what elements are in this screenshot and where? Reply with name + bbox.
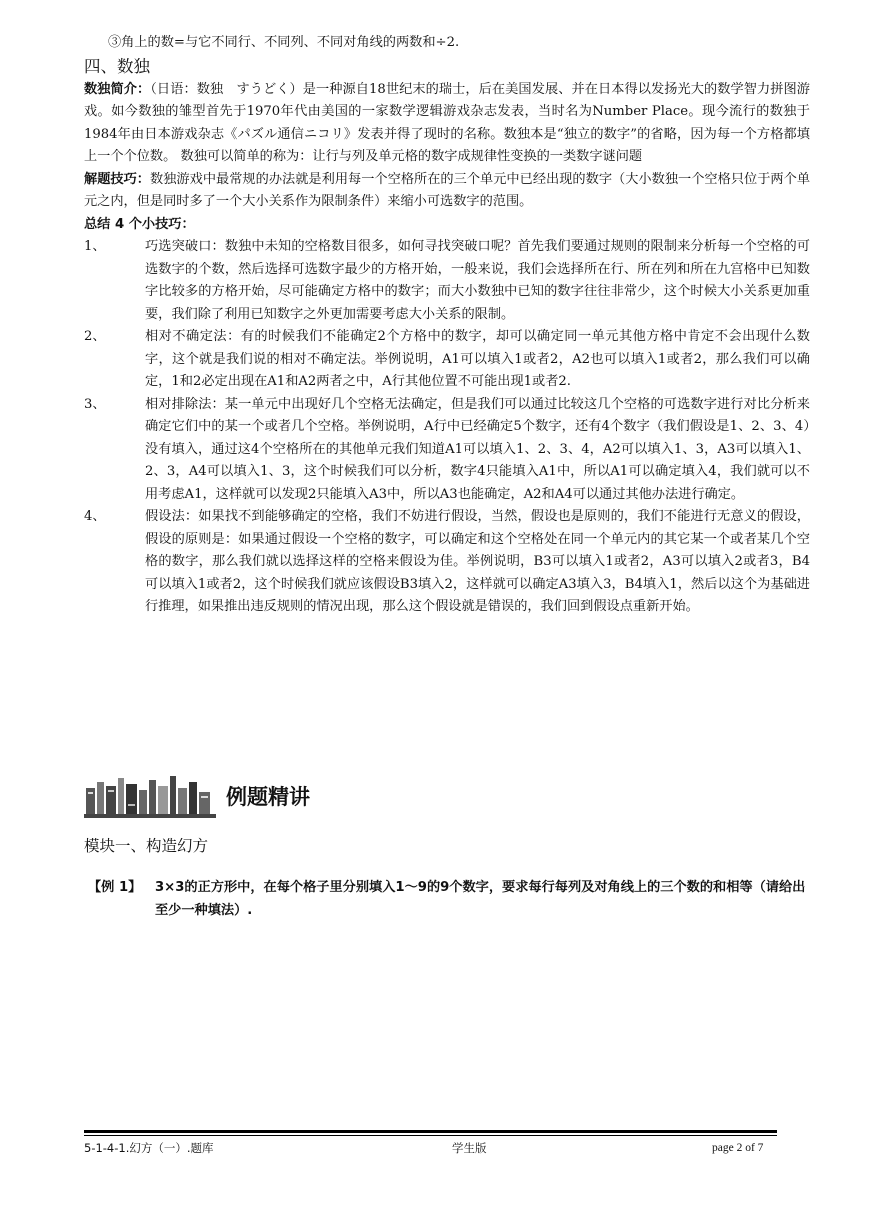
footer-doc-name: 5-1-4-1.幻方（一）.题库	[84, 1141, 214, 1155]
tip-text: 相对不确定法：有的时候我们不能确定2个方格中的数字，却可以确定同一单元其他方格中肯定不会出现什么数字，这个就是我们说的相对不确定法。举例说明，A1可以填入1或者2，A2也可以填入1或者2，那么我们可以确定，1和2必定出现在A1和A2两者之中，A行其他位置不可能出现1或者2.	[145, 329, 810, 389]
solving-tips-text: 数独游戏中最常规的办法就是利用每一个空格所在的三个单元中已经出现的数字（大小数独一个空格只位于两个单元之内，但是同时多了一个大小关系作为限制条件）来缩小可选数字的范围。	[84, 171, 811, 209]
tip-item	[84, 326, 810, 394]
footer-divider-thick	[84, 1130, 777, 1133]
sudoku-intro-text: （日语：数独 すうどく）是一种源自18世纪末的瑞士，后在美国发展、并在日本得以发扬光大的数学智力拼图游戏。如今数独的雏型首先于1970年代由美国的一家数学逻辑游戏杂志发表，当时名为Number Place。现今流行的数独于1984年由日本游戏杂志《パズル通信ニコリ》发表并得了现时的名称。数独本是“独立的数字”的省略，因为每一个方格都填上一个个位数。 数独可以简单的称为：让行与列及单元格的数字成规律性变换的一类数字谜问题	[84, 81, 810, 164]
tip-text: 巧选突破口：数独中未知的空格数目很多，如何寻找突破口呢？首先我们要通过规则的限制来分析每一个空格的可选数字的个数，然后选择可选数字最少的方格开始，一般来说，我们会选择所在行、所在列和所在九宫格中已知数字比较多的方格开始，尽可能确定方格中的数字；而大小数独中已知的数字往往非常少，这个时候大小关系更加重要，我们除了利用已知数字之外更加需要考虑大小关系的限制。	[145, 239, 810, 322]
example-text: 3×3的正方形中，在每个格子里分别填入1～9的9个数字，要求每行每列及对角线上的三个数的和相等（请给出至少一种填法）.	[155, 880, 806, 918]
footer-page-number: page 2 of 7	[712, 1142, 764, 1154]
sudoku-intro-paragraph	[84, 79, 810, 169]
solving-tips-paragraph	[84, 169, 810, 214]
books-icon	[84, 774, 216, 820]
magic-square-rule-line: ③角上的数=与它不同行、不同列、不同对角线的两数和÷2.	[108, 35, 460, 50]
example-problem	[88, 876, 810, 922]
tip-number: 2、	[84, 329, 106, 344]
tip-number: 4、	[84, 509, 106, 524]
example-label: 【例 1】	[88, 880, 142, 895]
footer-divider-thin	[84, 1135, 777, 1136]
tip-text: 假设法：如果找不到能够确定的空格，我们不妨进行假设，当然，假设也是原则的，我们不能进行无意义的假设，假设的原则是：如果通过假设一个空格的数字，可以确定和这个空格处在同一个单元内的其它某一个或者某几个空格的数字，那么我们就以选择这样的空格来假设为佳。举例说明，B3可以填入1或者2，A3可以填入2或者3，B4可以填入1或者2，这个时候我们就应该假设B3填入2，这样就可以确定A3填入3，B4填入1，然后以这个为基础进行推理，如果推出违反规则的情况出现，那么这个假设就是错误的，我们回到假设点重新开始。	[145, 509, 810, 614]
footer-edition: 学生版	[452, 1141, 487, 1155]
example-section-banner	[84, 772, 444, 824]
tip-number: 1、	[84, 239, 106, 254]
tip-item	[84, 236, 810, 326]
sudoku-intro-lead: 数独简介：	[84, 81, 151, 97]
solving-tips-lead: 解题技巧：	[84, 171, 151, 187]
tip-text: 相对排除法：某一单元中出现好几个空格无法确定，但是我们可以通过比较这几个空格的可选数字进行对比分析来确定它们中的某一个或者几个空格。举例说明，A行中已经确定5个数字，还有4个数字（我们假设是1、2、3、4）没有填入，通过这4个空格所在的其他单元我们知道A1可以填入1、2、3、4，A2可以填入1、3，A3可以填入1、2、3，A4可以填入1、3，这个时候我们可以分析，数字4只能填入A1中，所以A1可以确定填入4，我们就可以不用考虑A1，这样就可以发现2只能填入A3中，所以A3也能确定，A2和A4可以通过其他办法进行确定。	[145, 396, 810, 502]
tip-item	[84, 394, 810, 507]
module-title: 模块一、构造幻方	[84, 837, 209, 855]
tips-heading: 总结 4 个小技巧：	[84, 216, 195, 232]
section-heading-sudoku: 四、数独	[84, 56, 150, 76]
tip-item	[84, 506, 810, 619]
banner-title: 例题精讲	[226, 785, 310, 809]
main-content	[84, 32, 810, 619]
tip-number: 3、	[84, 396, 106, 412]
